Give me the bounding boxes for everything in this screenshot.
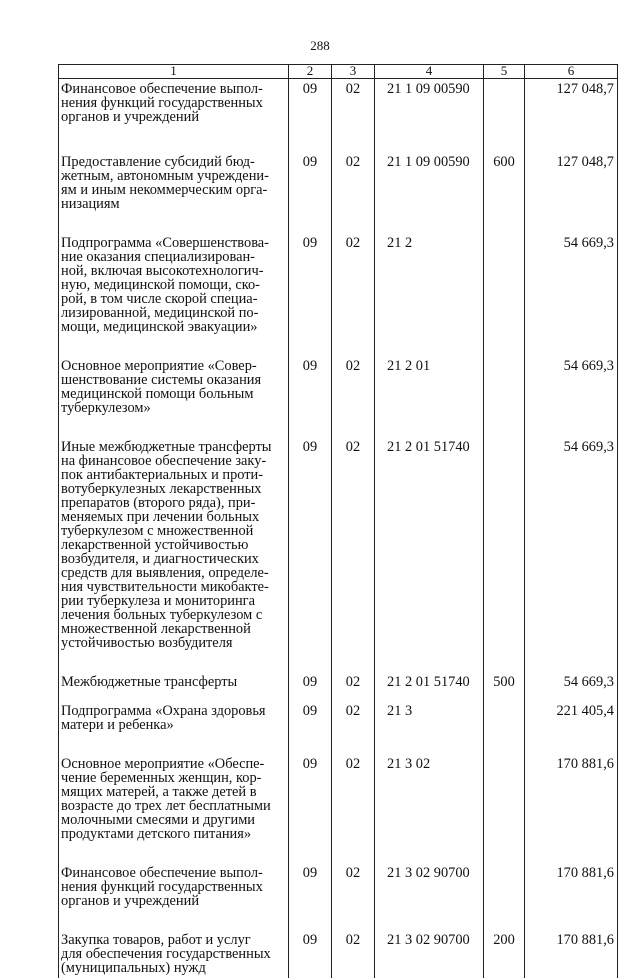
target-article-code: 21 1 09 00590 [375, 152, 484, 233]
expense-type-code: 200 [484, 930, 525, 975]
item-name-line: Предоставление субсидий бюд- [61, 155, 284, 169]
target-article-code: 21 3 02 90700 [375, 930, 484, 975]
table-row [59, 233, 618, 356]
item-name [59, 863, 289, 930]
header-col-1: 1 [59, 65, 289, 79]
item-name-line: мощи, медицинской эвакуации» [61, 320, 284, 334]
section-code: 09 [289, 863, 332, 930]
item-name-line: препаратов (второго ряда), при- [61, 496, 284, 510]
item-name-line: Финансовое обеспечение выпол- [61, 82, 284, 96]
item-name-line: ния чувствительности микобакте- [61, 580, 284, 594]
table-row [59, 701, 618, 754]
expense-type-code [484, 233, 525, 356]
table-row [59, 672, 618, 701]
item-name-line: ям и иным некоммерческим орга- [61, 183, 284, 197]
item-name-line: шенствование системы оказания [61, 373, 284, 387]
table-body [59, 79, 618, 978]
expense-type-code [484, 79, 525, 153]
subsection-code: 02 [332, 930, 375, 975]
subsection-code: 02 [332, 754, 375, 863]
section-code: 09 [289, 754, 332, 863]
amount-value: 54 669,3 [525, 233, 618, 356]
target-article-code: 21 1 09 00590 [375, 79, 484, 153]
item-name-line: (муниципальных) нужд [61, 961, 284, 975]
section-code: 09 [289, 437, 332, 672]
item-name-line: Подпрограмма «Охрана здоровья [61, 704, 284, 718]
item-name-line: пок антибактериальных и проти- [61, 468, 284, 482]
item-name-line: жетным, автономным учреждени- [61, 169, 284, 183]
table-row [59, 356, 618, 437]
item-name-line: чение беременных женщин, кор- [61, 771, 284, 785]
table-row [59, 79, 618, 153]
target-article-code: 21 2 01 [375, 356, 484, 437]
item-name [59, 437, 289, 672]
amount-value: 170 881,6 [525, 863, 618, 930]
amount-value: 170 881,6 [525, 930, 618, 975]
item-name-line: матери и ребенка» [61, 718, 284, 732]
item-name-line: на финансовое обеспечение заку- [61, 454, 284, 468]
item-name-line: устойчивостью возбудителя [61, 636, 284, 650]
table-row [59, 152, 618, 233]
item-name-line: лечения больных туберкулезом с [61, 608, 284, 622]
item-name-line: ние оказания специализирован- [61, 250, 284, 264]
amount-value: 170 881,6 [525, 754, 618, 863]
subsection-code: 02 [332, 437, 375, 672]
item-name-line: для обеспечения государственных [61, 947, 284, 961]
item-name-line: продуктами детского питания» [61, 827, 284, 841]
item-name-line: низациям [61, 197, 284, 211]
section-code: 09 [289, 152, 332, 233]
item-name-line: меняемых при лечении больных [61, 510, 284, 524]
amount-value: 54 669,3 [525, 437, 618, 672]
subsection-code: 02 [332, 79, 375, 153]
item-name-line: Закупка товаров, работ и услуг [61, 933, 284, 947]
item-name [59, 152, 289, 233]
amount-value: 54 669,3 [525, 672, 618, 701]
item-name [59, 356, 289, 437]
item-name-line: лизированной, медицинской по- [61, 306, 284, 320]
section-code: 09 [289, 701, 332, 754]
item-name-line: Иные межбюджетные трансферты [61, 440, 284, 454]
page-number: 288 [0, 38, 640, 54]
item-name [59, 701, 289, 754]
item-name-line: Основное мероприятие «Обеспе- [61, 757, 284, 771]
item-name-line: Финансовое обеспечение выпол- [61, 866, 284, 880]
expense-type-code [484, 754, 525, 863]
target-article-code: 21 2 01 51740 [375, 437, 484, 672]
table-row [59, 863, 618, 930]
expense-type-code: 500 [484, 672, 525, 701]
item-name-line: Межбюджетные трансферты [61, 675, 284, 689]
subsection-code: 02 [332, 863, 375, 930]
item-name-line: туберкулезом» [61, 401, 284, 415]
subsection-code: 02 [332, 356, 375, 437]
amount-value: 221 405,4 [525, 701, 618, 754]
amount-value: 127 048,7 [525, 152, 618, 233]
header-col-2: 2 [289, 65, 332, 79]
item-name-line: рой, в том числе скорой специа- [61, 292, 284, 306]
item-name [59, 79, 289, 153]
header-col-4: 4 [375, 65, 484, 79]
header-col-5: 5 [484, 65, 525, 79]
item-name-line: Основное мероприятие «Совер- [61, 359, 284, 373]
header-col-3: 3 [332, 65, 375, 79]
subsection-code: 02 [332, 233, 375, 356]
target-article-code: 21 3 02 90700 [375, 863, 484, 930]
budget-table [58, 64, 618, 978]
item-name-line: возбудителя, и диагностических [61, 552, 284, 566]
target-article-code: 21 3 02 [375, 754, 484, 863]
item-name-line: нения функций государственных [61, 880, 284, 894]
item-name-line: лекарственной устойчивостью [61, 538, 284, 552]
item-name-line: туберкулезом с множественной [61, 524, 284, 538]
target-article-code: 21 3 [375, 701, 484, 754]
item-name-line: органов и учреждений [61, 894, 284, 908]
item-name [59, 233, 289, 356]
expense-type-code [484, 437, 525, 672]
section-code: 09 [289, 79, 332, 153]
section-code: 09 [289, 356, 332, 437]
amount-value: 54 669,3 [525, 356, 618, 437]
expense-type-code [484, 701, 525, 754]
item-name-line: ной, включая высокотехнологич- [61, 264, 284, 278]
item-name-line: рии туберкулеза и мониторинга [61, 594, 284, 608]
table-row [59, 754, 618, 863]
section-code: 09 [289, 930, 332, 975]
target-article-code: 21 2 01 51740 [375, 672, 484, 701]
item-name-line: возрасте до трех лет бесплатными [61, 799, 284, 813]
item-name-line: мящих матерей, а также детей в [61, 785, 284, 799]
table-row [59, 437, 618, 672]
item-name-line: органов и учреждений [61, 110, 284, 124]
item-name-line: молочными смесями и другими [61, 813, 284, 827]
item-name-line: вотуберкулезных лекарственных [61, 482, 284, 496]
item-name-line: средств для выявления, определе- [61, 566, 284, 580]
section-code: 09 [289, 672, 332, 701]
header-row [59, 65, 618, 79]
expense-type-code: 600 [484, 152, 525, 233]
table-row [59, 930, 618, 975]
subsection-code: 02 [332, 701, 375, 754]
item-name-line: нения функций государственных [61, 96, 284, 110]
subsection-code: 02 [332, 672, 375, 701]
target-article-code: 21 2 [375, 233, 484, 356]
amount-value: 127 048,7 [525, 79, 618, 153]
item-name [59, 930, 289, 975]
item-name-line: ную, медицинской помощи, ско- [61, 278, 284, 292]
expense-type-code [484, 356, 525, 437]
header-col-6: 6 [525, 65, 618, 79]
section-code: 09 [289, 233, 332, 356]
item-name [59, 672, 289, 701]
expense-type-code [484, 863, 525, 930]
item-name-line: Подпрограмма «Совершенствова- [61, 236, 284, 250]
item-name-line: множественной лекарственной [61, 622, 284, 636]
subsection-code: 02 [332, 152, 375, 233]
item-name-line: медицинской помощи больным [61, 387, 284, 401]
item-name [59, 754, 289, 863]
